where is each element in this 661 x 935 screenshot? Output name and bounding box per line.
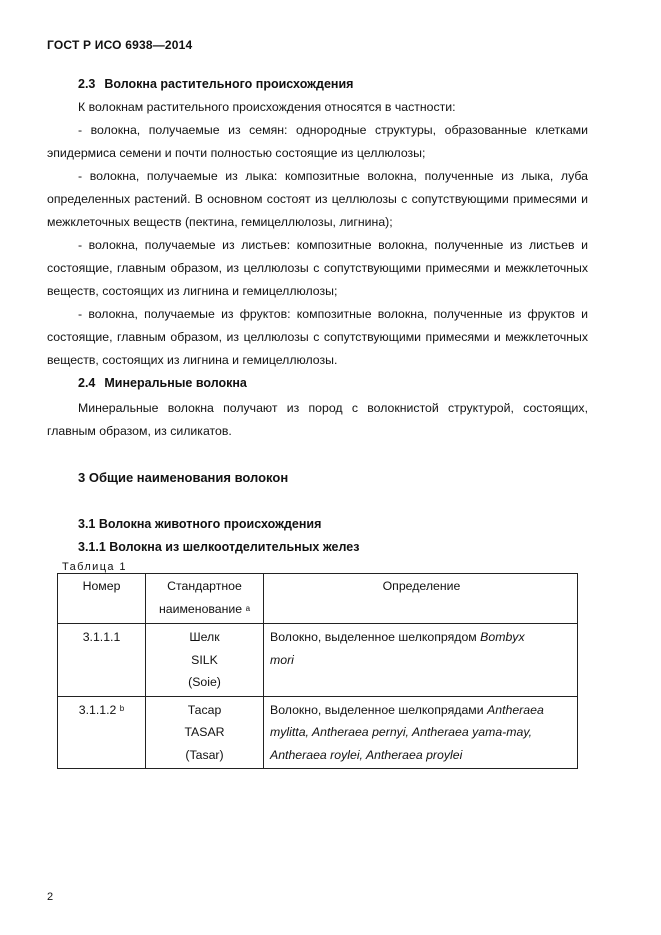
definition-text: Волокно, выделенное шелкопрядом — [270, 630, 481, 644]
table-caption: Таблица 1 — [62, 561, 127, 573]
table-row — [58, 696, 578, 769]
section-2-3-heading — [47, 73, 588, 96]
section-2-3-item-fruits: - волокна, получаемые из фруктов: композитные волокна, полученные из фруктов и состоящие, главным образом, из целлюлозы с сопутствующими примесями и межклеточных веществ, состоящих из лигнина и гемицеллюлозы. — [47, 307, 588, 368]
section-2-3-title: Волокна растительного происхождения — [104, 77, 354, 91]
definition-line — [270, 649, 573, 672]
name-en: TASAR — [184, 725, 225, 739]
header-definition: Определение — [264, 574, 578, 624]
name-fr: (Soie) — [188, 675, 221, 689]
header-name-line2 — [146, 598, 263, 621]
document-code: ГОСТ Р ИСО 6938—2014 — [47, 38, 193, 52]
section-2-4-number: 2.4 — [78, 376, 96, 390]
row-definition — [264, 696, 578, 769]
name-ru: Шелк — [189, 630, 220, 644]
section-3-1-heading: 3.1 Волокна животного происхождения — [78, 517, 322, 531]
footnote-mark-a: a — [245, 604, 251, 613]
name-fr: (Tasar) — [185, 747, 224, 762]
definition-line — [270, 744, 573, 767]
row-number: 3.1.1.1 — [58, 624, 146, 697]
section-2-3-number: 2.3 — [78, 77, 96, 91]
row-definition — [264, 624, 578, 697]
section-2-4-text: Минеральные волокна получают из пород с волокнистой структурой, состоящих, главным образом, из силикатов. — [47, 401, 588, 439]
definition-line — [270, 721, 573, 744]
name-ru: Тасар — [187, 702, 222, 717]
section-3-heading: 3 Общие наименования волокон — [78, 470, 289, 485]
page-number: 2 — [47, 891, 54, 903]
section-3-1-1-heading: 3.1.1 Волокна из шелкоотделительных желез — [78, 540, 360, 554]
definition-line — [270, 626, 573, 649]
table-header-row — [58, 574, 578, 624]
section-2-3-item-seeds: - волокна, получаемые из семян: однородные структуры, образованные клетками эпидермиса семени и почти полностью состоящие из целлюлозы; — [47, 123, 588, 161]
row-standard-name — [146, 696, 264, 769]
row-number-text: 3.1.1.2 — [78, 702, 117, 717]
footnote-mark-b: b — [119, 703, 125, 713]
species-name: Antheraea — [487, 702, 544, 717]
definition-line — [270, 699, 573, 722]
row-number — [58, 696, 146, 769]
definition-text: Волокно, выделенное шелкопрядами — [270, 702, 488, 717]
fiber-names-table — [57, 573, 578, 769]
species-name: mylitta, Antheraea pernyi, Antheraea yama-may, — [270, 725, 532, 739]
section-2-4-title: Минеральные волокна — [104, 376, 247, 390]
species-name: Bombyx — [480, 630, 525, 644]
section-2-3-intro: К волокнам растительного происхождения относятся в частности: — [78, 100, 456, 114]
header-name-line1: Стандартное — [167, 579, 242, 593]
section-2-3-item-leaves: - волокна, получаемые из листьев: композитные волокна, полученные из листьев и состоящие, главным образом, из целлюлозы с сопутствующими примесями и межклеточных веществ, состоящих из лигнина и гемицеллюлозы; — [47, 238, 588, 299]
species-name: mori — [270, 652, 294, 667]
header-name-text: наименование — [158, 602, 243, 616]
section-2-3-item-bast: - волокна, получаемые из лыка: композитные волокна, полученные из лыка, луба определенных растений. В основном состоят из целлюлозы с сопутствующими примесями и межклеточных веществ (пектина, гемицеллюлозы, лигнина); — [47, 169, 588, 230]
table-row — [58, 624, 578, 697]
header-number: Номер — [58, 574, 146, 624]
name-en: SILK — [191, 652, 218, 667]
section-2-4-heading — [47, 372, 588, 395]
row-standard-name — [146, 624, 264, 697]
species-name: Antheraea roylei, Antheraea proylei — [270, 747, 463, 762]
header-standard-name — [146, 574, 264, 624]
